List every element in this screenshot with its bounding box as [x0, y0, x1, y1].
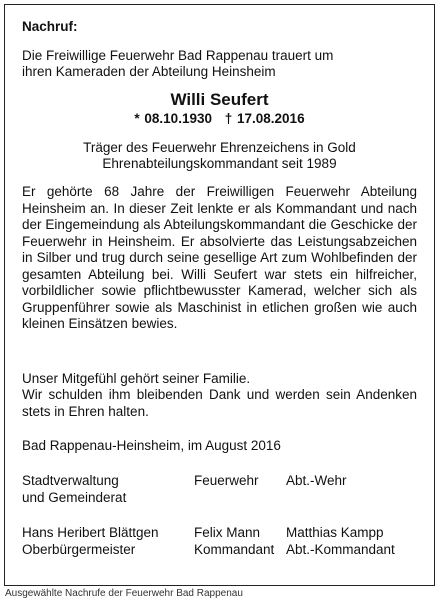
honor-line-2: Ehrenabteilungskommandant seit 1989 [102, 156, 337, 171]
deceased-name: Willi Seufert [170, 90, 269, 109]
signatory-division-commander-title: Abt.-Kommandant [286, 542, 395, 557]
intro-line-2: ihren Kameraden der Abteilung Heinsheim [22, 64, 276, 79]
life-dates [22, 111, 417, 126]
signature-org-empty-2 [194, 489, 286, 506]
place-date: Bad Rappenau-Heinsheim, im August 2016 [22, 438, 281, 453]
signatory-mayor-name: Hans Heribert Blättgen [22, 525, 159, 540]
signature-title-row [22, 541, 417, 558]
obituary-notice [4, 4, 435, 586]
signature-org-fire-dept: Feuerwehr [194, 473, 259, 488]
signature-name-row [22, 524, 417, 541]
honor-line-1: Träger des Feuerwehr Ehrenzeichens in Gold [83, 140, 356, 155]
obituary-body: Er gehörte 68 Jahre der Freiwilligen Feuerwehr Abteilung Heinsheim an. In dieser Zeit lenkte er als Kommandant und nach der Eingemeindung als Abteilungskommandant die Geschicke der Feuerwehr in Heinsheim. Er absolvierte das Leistungsabzeichen in Silber und trug durch seine gesellige Art zum Wohlbefinden der gesamten Abteilung bei. Willi Seufert war stets ein hilfreicher, vorbildlicher sowie pflichtbewusster Kamerad, welcher sich als Gruppenführer sowie als Maschinist in etlichen großen wie auch kleinen Einsätzen bewies. [22, 184, 417, 331]
closing-line-2: Wir schulden ihm bleibenden Dank und werden sein Andenken stets in Ehren halten. [22, 387, 417, 419]
signatures [22, 472, 417, 558]
signature-org-city: Stadtverwaltung [22, 473, 119, 488]
signatory-commander-title: Kommandant [194, 542, 275, 557]
signatory-division-commander-name: Matthias Kampp [286, 525, 384, 540]
notice-heading: Nachruf: [22, 19, 78, 34]
signature-org-row [22, 472, 417, 489]
signature-org-row-2 [22, 489, 417, 506]
death-date: † 17.08.2016 [224, 111, 305, 126]
signature-org-council: und Gemeinderat [22, 490, 127, 505]
signature-org-empty-3 [286, 489, 417, 506]
closing-line-1: Unser Mitgefühl gehört seiner Familie. [22, 370, 251, 386]
intro-text [22, 48, 417, 80]
signature-gap [22, 506, 417, 524]
honors [22, 140, 417, 172]
intro-line-1: Die Freiwillige Feuerwehr Bad Rappenau trauert um [22, 48, 334, 63]
closing-text [22, 371, 417, 421]
signature-org-division: Abt.-Wehr [286, 473, 347, 488]
signatory-mayor-title: Oberbürgermeister [22, 542, 136, 557]
birth-date: * 08.10.1930 [134, 111, 212, 126]
footer-caption: Ausgewählte Nachrufe der Feuerwehr Bad Rappenau [5, 588, 243, 599]
signatory-commander-name: Felix Mann [194, 525, 261, 540]
